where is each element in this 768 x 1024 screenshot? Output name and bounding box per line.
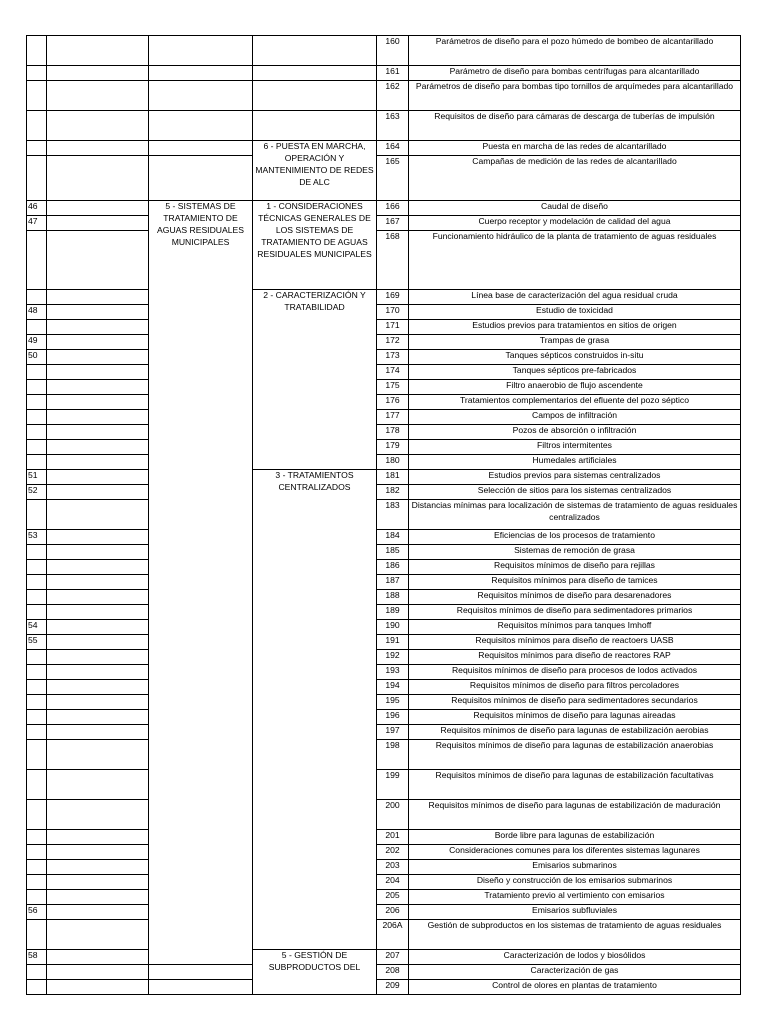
- article-number-cell: 187: [377, 575, 409, 590]
- blank-column-cell: [47, 290, 149, 305]
- table-row: [27, 680, 741, 695]
- table-row: [27, 231, 741, 290]
- article-number-cell: 202: [377, 845, 409, 860]
- table-row: [27, 875, 741, 890]
- page-number-cell: [27, 111, 47, 141]
- blank-column-cell: [47, 635, 149, 650]
- article-title-cell: Estudios previos para tratamientos en sitios de origen: [409, 320, 741, 335]
- blank-column-cell: [47, 350, 149, 365]
- chapter-cell: [253, 81, 377, 111]
- table-row: [27, 410, 741, 425]
- table-row: [27, 350, 741, 365]
- blank-column-cell: [47, 980, 149, 995]
- table-row: [27, 395, 741, 410]
- blank-column-cell: [47, 920, 149, 950]
- table-row: [27, 695, 741, 710]
- article-number-cell: 171: [377, 320, 409, 335]
- page-number-cell: [27, 740, 47, 770]
- article-number-cell: 191: [377, 635, 409, 650]
- table-row: [27, 365, 741, 380]
- article-title-cell: Cuerpo receptor y modelación de calidad del agua: [409, 216, 741, 231]
- page-number-cell: [27, 66, 47, 81]
- article-title-cell: Filtro anaerobio de flujo ascendente: [409, 380, 741, 395]
- page-number-cell: 51: [27, 470, 47, 485]
- article-title-cell: Requisitos mínimos de diseño para lagunas de estabilización anaerobias: [409, 740, 741, 770]
- article-title-cell: Requisitos mínimos de diseño para filtros percoladores: [409, 680, 741, 695]
- chapter-cell: 2 - CARACTERIZACIÓN Y TRATABILIDAD: [253, 290, 377, 470]
- article-title-cell: Requisitos mínimos para diseño de reactores RAP: [409, 650, 741, 665]
- blank-column-cell: [47, 680, 149, 695]
- table-row: [27, 950, 741, 965]
- blank-column-cell: [47, 425, 149, 440]
- article-number-cell: 174: [377, 365, 409, 380]
- page-number-cell: [27, 590, 47, 605]
- table-row: [27, 545, 741, 560]
- article-title-cell: Diseño y construcción de los emisarios submarinos: [409, 875, 741, 890]
- table-row: [27, 560, 741, 575]
- table-row: [27, 81, 741, 111]
- blank-column-cell: [47, 201, 149, 216]
- title-cell: [149, 81, 253, 111]
- table-row: [27, 500, 741, 530]
- article-title-cell: Consideraciones comunes para los diferentes sistemas lagunares: [409, 845, 741, 860]
- article-title-cell: Funcionamiento hidráulico de la planta de tratamiento de aguas residuales: [409, 231, 741, 290]
- blank-column-cell: [47, 335, 149, 350]
- blank-column-cell: [47, 500, 149, 530]
- article-number-cell: 170: [377, 305, 409, 320]
- blank-column-cell: [47, 440, 149, 455]
- page-number-cell: [27, 710, 47, 725]
- article-number-cell: 197: [377, 725, 409, 740]
- index-table: [26, 35, 741, 995]
- article-number-cell: 181: [377, 470, 409, 485]
- article-title-cell: Filtros intermitentes: [409, 440, 741, 455]
- page-number-cell: [27, 860, 47, 875]
- blank-column-cell: [47, 650, 149, 665]
- blank-column-cell: [47, 365, 149, 380]
- blank-column-cell: [47, 620, 149, 635]
- article-number-cell: 179: [377, 440, 409, 455]
- table-row: [27, 965, 741, 980]
- table-row: [27, 290, 741, 305]
- article-number-cell: 196: [377, 710, 409, 725]
- article-title-cell: Requisitos mínimos de diseño para lagunas de estabilización de maduración: [409, 800, 741, 830]
- page-number-cell: [27, 440, 47, 455]
- table-row: [27, 650, 741, 665]
- title-cell: 5 - SISTEMAS DE TRATAMIENTO DE AGUAS RESIDUALES MUNICIPALES: [149, 201, 253, 965]
- table-row: [27, 635, 741, 650]
- table-row: [27, 575, 741, 590]
- article-title-cell: Tratamientos complementarios del efluente del pozo séptico: [409, 395, 741, 410]
- article-title-cell: Requisitos mínimos de diseño para procesos de lodos activados: [409, 665, 741, 680]
- page-number-cell: [27, 365, 47, 380]
- table-row: [27, 216, 741, 231]
- title-cell: [149, 66, 253, 81]
- blank-column-cell: [47, 455, 149, 470]
- blank-column-cell: [47, 575, 149, 590]
- blank-column-cell: [47, 320, 149, 335]
- blank-column-cell: [47, 665, 149, 680]
- article-number-cell: 162: [377, 81, 409, 111]
- article-title-cell: Tanques sépticos construidos in-situ: [409, 350, 741, 365]
- article-title-cell: Emisarios submarinos: [409, 860, 741, 875]
- page-number-cell: [27, 665, 47, 680]
- article-number-cell: 201: [377, 830, 409, 845]
- article-title-cell: Campos de infiltración: [409, 410, 741, 425]
- article-number-cell: 194: [377, 680, 409, 695]
- table-row: [27, 920, 741, 950]
- table-row: [27, 156, 741, 201]
- blank-column-cell: [47, 380, 149, 395]
- article-title-cell: Sistemas de remoción de grasa: [409, 545, 741, 560]
- article-number-cell: 163: [377, 111, 409, 141]
- article-number-cell: 182: [377, 485, 409, 500]
- article-number-cell: 188: [377, 590, 409, 605]
- page-number-cell: [27, 680, 47, 695]
- article-title-cell: Emisarios subfluviales: [409, 905, 741, 920]
- page-number-cell: [27, 395, 47, 410]
- blank-column-cell: [47, 485, 149, 500]
- page-number-cell: [27, 650, 47, 665]
- chapter-cell: 5 - GESTIÓN DE SUBPRODUCTOS DEL: [253, 950, 377, 995]
- article-number-cell: 205: [377, 890, 409, 905]
- page-number-cell: [27, 231, 47, 290]
- blank-column-cell: [47, 950, 149, 965]
- page-number-cell: [27, 500, 47, 530]
- table-row: [27, 380, 741, 395]
- article-number-cell: 166: [377, 201, 409, 216]
- blank-column-cell: [47, 111, 149, 141]
- article-number-cell: 177: [377, 410, 409, 425]
- article-title-cell: Requisitos mínimos de diseño para rejillas: [409, 560, 741, 575]
- article-title-cell: Requisitos mínimos de diseño para desarenadores: [409, 590, 741, 605]
- blank-column-cell: [47, 66, 149, 81]
- table-row: [27, 830, 741, 845]
- page-number-cell: [27, 575, 47, 590]
- article-title-cell: Requisitos mínimos de diseño para lagunas de estabilización facultativas: [409, 770, 741, 800]
- table-row: [27, 980, 741, 995]
- table-row: [27, 605, 741, 620]
- table-row: [27, 66, 741, 81]
- blank-column-cell: [47, 830, 149, 845]
- article-number-cell: 176: [377, 395, 409, 410]
- page-number-cell: [27, 605, 47, 620]
- table-row: [27, 665, 741, 680]
- article-title-cell: Requisitos mínimos para tanques Imhoff: [409, 620, 741, 635]
- article-title-cell: Caudal de diseño: [409, 201, 741, 216]
- article-number-cell: 184: [377, 530, 409, 545]
- article-number-cell: 160: [377, 36, 409, 66]
- page-number-cell: [27, 81, 47, 111]
- article-title-cell: Selección de sitios para los sistemas centralizados: [409, 485, 741, 500]
- table-row: [27, 740, 741, 770]
- title-cell: [149, 980, 253, 995]
- article-number-cell: 208: [377, 965, 409, 980]
- article-title-cell: Requisitos mínimos de diseño para lagunas de estabilización aerobias: [409, 725, 741, 740]
- blank-column-cell: [47, 231, 149, 290]
- blank-column-cell: [47, 770, 149, 800]
- blank-column-cell: [47, 590, 149, 605]
- article-number-cell: 206: [377, 905, 409, 920]
- title-cell: [149, 111, 253, 141]
- page-number-cell: 55: [27, 635, 47, 650]
- title-cell: [149, 36, 253, 66]
- table-row: [27, 890, 741, 905]
- article-number-cell: 168: [377, 231, 409, 290]
- blank-column-cell: [47, 695, 149, 710]
- article-number-cell: 178: [377, 425, 409, 440]
- article-number-cell: 204: [377, 875, 409, 890]
- table-row: [27, 440, 741, 455]
- table-row: [27, 710, 741, 725]
- page-number-cell: 50: [27, 350, 47, 365]
- blank-column-cell: [47, 305, 149, 320]
- page-number-cell: [27, 800, 47, 830]
- article-number-cell: 186: [377, 560, 409, 575]
- article-number-cell: 198: [377, 740, 409, 770]
- article-number-cell: 175: [377, 380, 409, 395]
- page-number-cell: [27, 965, 47, 980]
- page-number-cell: 58: [27, 950, 47, 965]
- table-row: [27, 905, 741, 920]
- table-row: [27, 530, 741, 545]
- article-title-cell: Puesta en marcha de las redes de alcantarillado: [409, 141, 741, 156]
- blank-column-cell: [47, 845, 149, 860]
- blank-column-cell: [47, 410, 149, 425]
- article-title-cell: Eficiencias de los procesos de tratamiento: [409, 530, 741, 545]
- blank-column-cell: [47, 216, 149, 231]
- article-number-cell: 206A: [377, 920, 409, 950]
- page-number-cell: 47: [27, 216, 47, 231]
- blank-column-cell: [47, 875, 149, 890]
- page-number-cell: [27, 425, 47, 440]
- article-title-cell: Estudios previos para sistemas centralizados: [409, 470, 741, 485]
- table-row: [27, 800, 741, 830]
- table-row: [27, 770, 741, 800]
- page-number-cell: [27, 725, 47, 740]
- page-number-cell: [27, 845, 47, 860]
- article-title-cell: Distancias mínimas para localización de sistemas de tratamiento de aguas residuales centralizados: [409, 500, 741, 530]
- page-number-cell: [27, 141, 47, 156]
- chapter-cell: 3 - TRATAMIENTOS CENTRALIZADOS: [253, 470, 377, 950]
- page-number-cell: [27, 290, 47, 305]
- page-number-cell: [27, 156, 47, 201]
- article-number-cell: 200: [377, 800, 409, 830]
- title-cell: [149, 141, 253, 156]
- article-title-cell: Requisitos mínimos para diseño de reactoers UASB: [409, 635, 741, 650]
- page-number-cell: [27, 560, 47, 575]
- article-number-cell: 183: [377, 500, 409, 530]
- article-number-cell: 209: [377, 980, 409, 995]
- page-number-cell: [27, 410, 47, 425]
- chapter-cell: [253, 36, 377, 66]
- blank-column-cell: [47, 710, 149, 725]
- chapter-cell: [253, 66, 377, 81]
- page-number-cell: [27, 890, 47, 905]
- blank-column-cell: [47, 470, 149, 485]
- article-title-cell: Tanques sépticos pre-fabricados: [409, 365, 741, 380]
- table-row: [27, 455, 741, 470]
- article-number-cell: 195: [377, 695, 409, 710]
- page-number-cell: [27, 830, 47, 845]
- article-number-cell: 173: [377, 350, 409, 365]
- blank-column-cell: [47, 740, 149, 770]
- table-row: [27, 111, 741, 141]
- blank-column-cell: [47, 905, 149, 920]
- article-number-cell: 172: [377, 335, 409, 350]
- article-title-cell: Requisitos de diseño para cámaras de descarga de tuberías de impulsión: [409, 111, 741, 141]
- article-title-cell: Control de olores en plantas de tratamiento: [409, 980, 741, 995]
- blank-column-cell: [47, 800, 149, 830]
- chapter-cell: [253, 111, 377, 141]
- blank-column-cell: [47, 605, 149, 620]
- blank-column-cell: [47, 545, 149, 560]
- page-number-cell: [27, 380, 47, 395]
- blank-column-cell: [47, 890, 149, 905]
- title-cell: [149, 156, 253, 201]
- article-number-cell: 169: [377, 290, 409, 305]
- article-title-cell: Requisitos mínimos de diseño para sedimentadores primarios: [409, 605, 741, 620]
- article-title-cell: Parámetro de diseño para bombas centrífugas para alcantarillado: [409, 66, 741, 81]
- article-title-cell: Requisitos mínimos de diseño para lagunas aireadas: [409, 710, 741, 725]
- article-title-cell: Borde libre para lagunas de estabilización: [409, 830, 741, 845]
- blank-column-cell: [47, 860, 149, 875]
- page-number-cell: [27, 770, 47, 800]
- article-title-cell: Estudio de toxicidad: [409, 305, 741, 320]
- page-number-cell: [27, 545, 47, 560]
- blank-column-cell: [47, 725, 149, 740]
- article-title-cell: Trampas de grasa: [409, 335, 741, 350]
- article-number-cell: 167: [377, 216, 409, 231]
- article-number-cell: 189: [377, 605, 409, 620]
- article-number-cell: 207: [377, 950, 409, 965]
- document-page: [26, 35, 741, 995]
- article-number-cell: 190: [377, 620, 409, 635]
- blank-column-cell: [47, 81, 149, 111]
- table-row: [27, 320, 741, 335]
- blank-column-cell: [47, 965, 149, 980]
- article-title-cell: Tratamiento previo al vertimiento con emisarios: [409, 890, 741, 905]
- table-row: [27, 305, 741, 320]
- title-cell: [149, 965, 253, 980]
- article-number-cell: 164: [377, 141, 409, 156]
- page-number-cell: 56: [27, 905, 47, 920]
- index-table-body: [27, 36, 741, 995]
- page-number-cell: [27, 320, 47, 335]
- page-number-cell: 54: [27, 620, 47, 635]
- page-number-cell: 52: [27, 485, 47, 500]
- article-number-cell: 199: [377, 770, 409, 800]
- table-row: [27, 485, 741, 500]
- page-number-cell: [27, 695, 47, 710]
- article-number-cell: 185: [377, 545, 409, 560]
- article-title-cell: Caracterización de lodos y biosólidos: [409, 950, 741, 965]
- page-number-cell: [27, 980, 47, 995]
- article-title-cell: Campañas de medición de las redes de alcantarillado: [409, 156, 741, 201]
- article-title-cell: Requisitos mínimos de diseño para sedimentadores secundarios: [409, 695, 741, 710]
- page-number-cell: [27, 36, 47, 66]
- table-row: [27, 620, 741, 635]
- table-row: [27, 335, 741, 350]
- blank-column-cell: [47, 141, 149, 156]
- article-title-cell: Parámetros de diseño para el pozo húmedo de bombeo de alcantarillado: [409, 36, 741, 66]
- table-row: [27, 860, 741, 875]
- blank-column-cell: [47, 530, 149, 545]
- table-row: [27, 36, 741, 66]
- chapter-cell: 6 - PUESTA EN MARCHA, OPERACIÓN Y MANTENIMIENTO DE REDES DE ALC: [253, 141, 377, 201]
- blank-column-cell: [47, 395, 149, 410]
- table-row: [27, 725, 741, 740]
- article-title-cell: Parámetros de diseño para bombas tipo tornillos de arquímedes para alcantarillado: [409, 81, 741, 111]
- page-number-cell: [27, 875, 47, 890]
- table-row: [27, 201, 741, 216]
- table-row: [27, 845, 741, 860]
- chapter-cell: 1 - CONSIDERACIONES TÉCNICAS GENERALES DE LOS SISTEMAS DE TRATAMIENTO DE AGUAS RESIDUALES MUNICIPALES: [253, 201, 377, 290]
- article-number-cell: 161: [377, 66, 409, 81]
- article-number-cell: 203: [377, 860, 409, 875]
- blank-column-cell: [47, 36, 149, 66]
- article-title-cell: Requisitos mínimos para diseño de tamices: [409, 575, 741, 590]
- article-number-cell: 165: [377, 156, 409, 201]
- article-number-cell: 192: [377, 650, 409, 665]
- article-number-cell: 180: [377, 455, 409, 470]
- page-number-cell: [27, 455, 47, 470]
- blank-column-cell: [47, 156, 149, 201]
- table-row: [27, 470, 741, 485]
- article-title-cell: Caracterización de gas: [409, 965, 741, 980]
- article-number-cell: 193: [377, 665, 409, 680]
- table-row: [27, 590, 741, 605]
- table-row: [27, 141, 741, 156]
- page-number-cell: 53: [27, 530, 47, 545]
- page-number-cell: 46: [27, 201, 47, 216]
- page-number-cell: 48: [27, 305, 47, 320]
- blank-column-cell: [47, 560, 149, 575]
- page-number-cell: 49: [27, 335, 47, 350]
- article-title-cell: Línea base de caracterización del agua residual cruda: [409, 290, 741, 305]
- page-number-cell: [27, 920, 47, 950]
- table-row: [27, 425, 741, 440]
- article-title-cell: Gestión de subproductos en los sistemas de tratamiento de aguas residuales: [409, 920, 741, 950]
- article-title-cell: Humedales artificiales: [409, 455, 741, 470]
- article-title-cell: Pozos de absorción o infiltración: [409, 425, 741, 440]
